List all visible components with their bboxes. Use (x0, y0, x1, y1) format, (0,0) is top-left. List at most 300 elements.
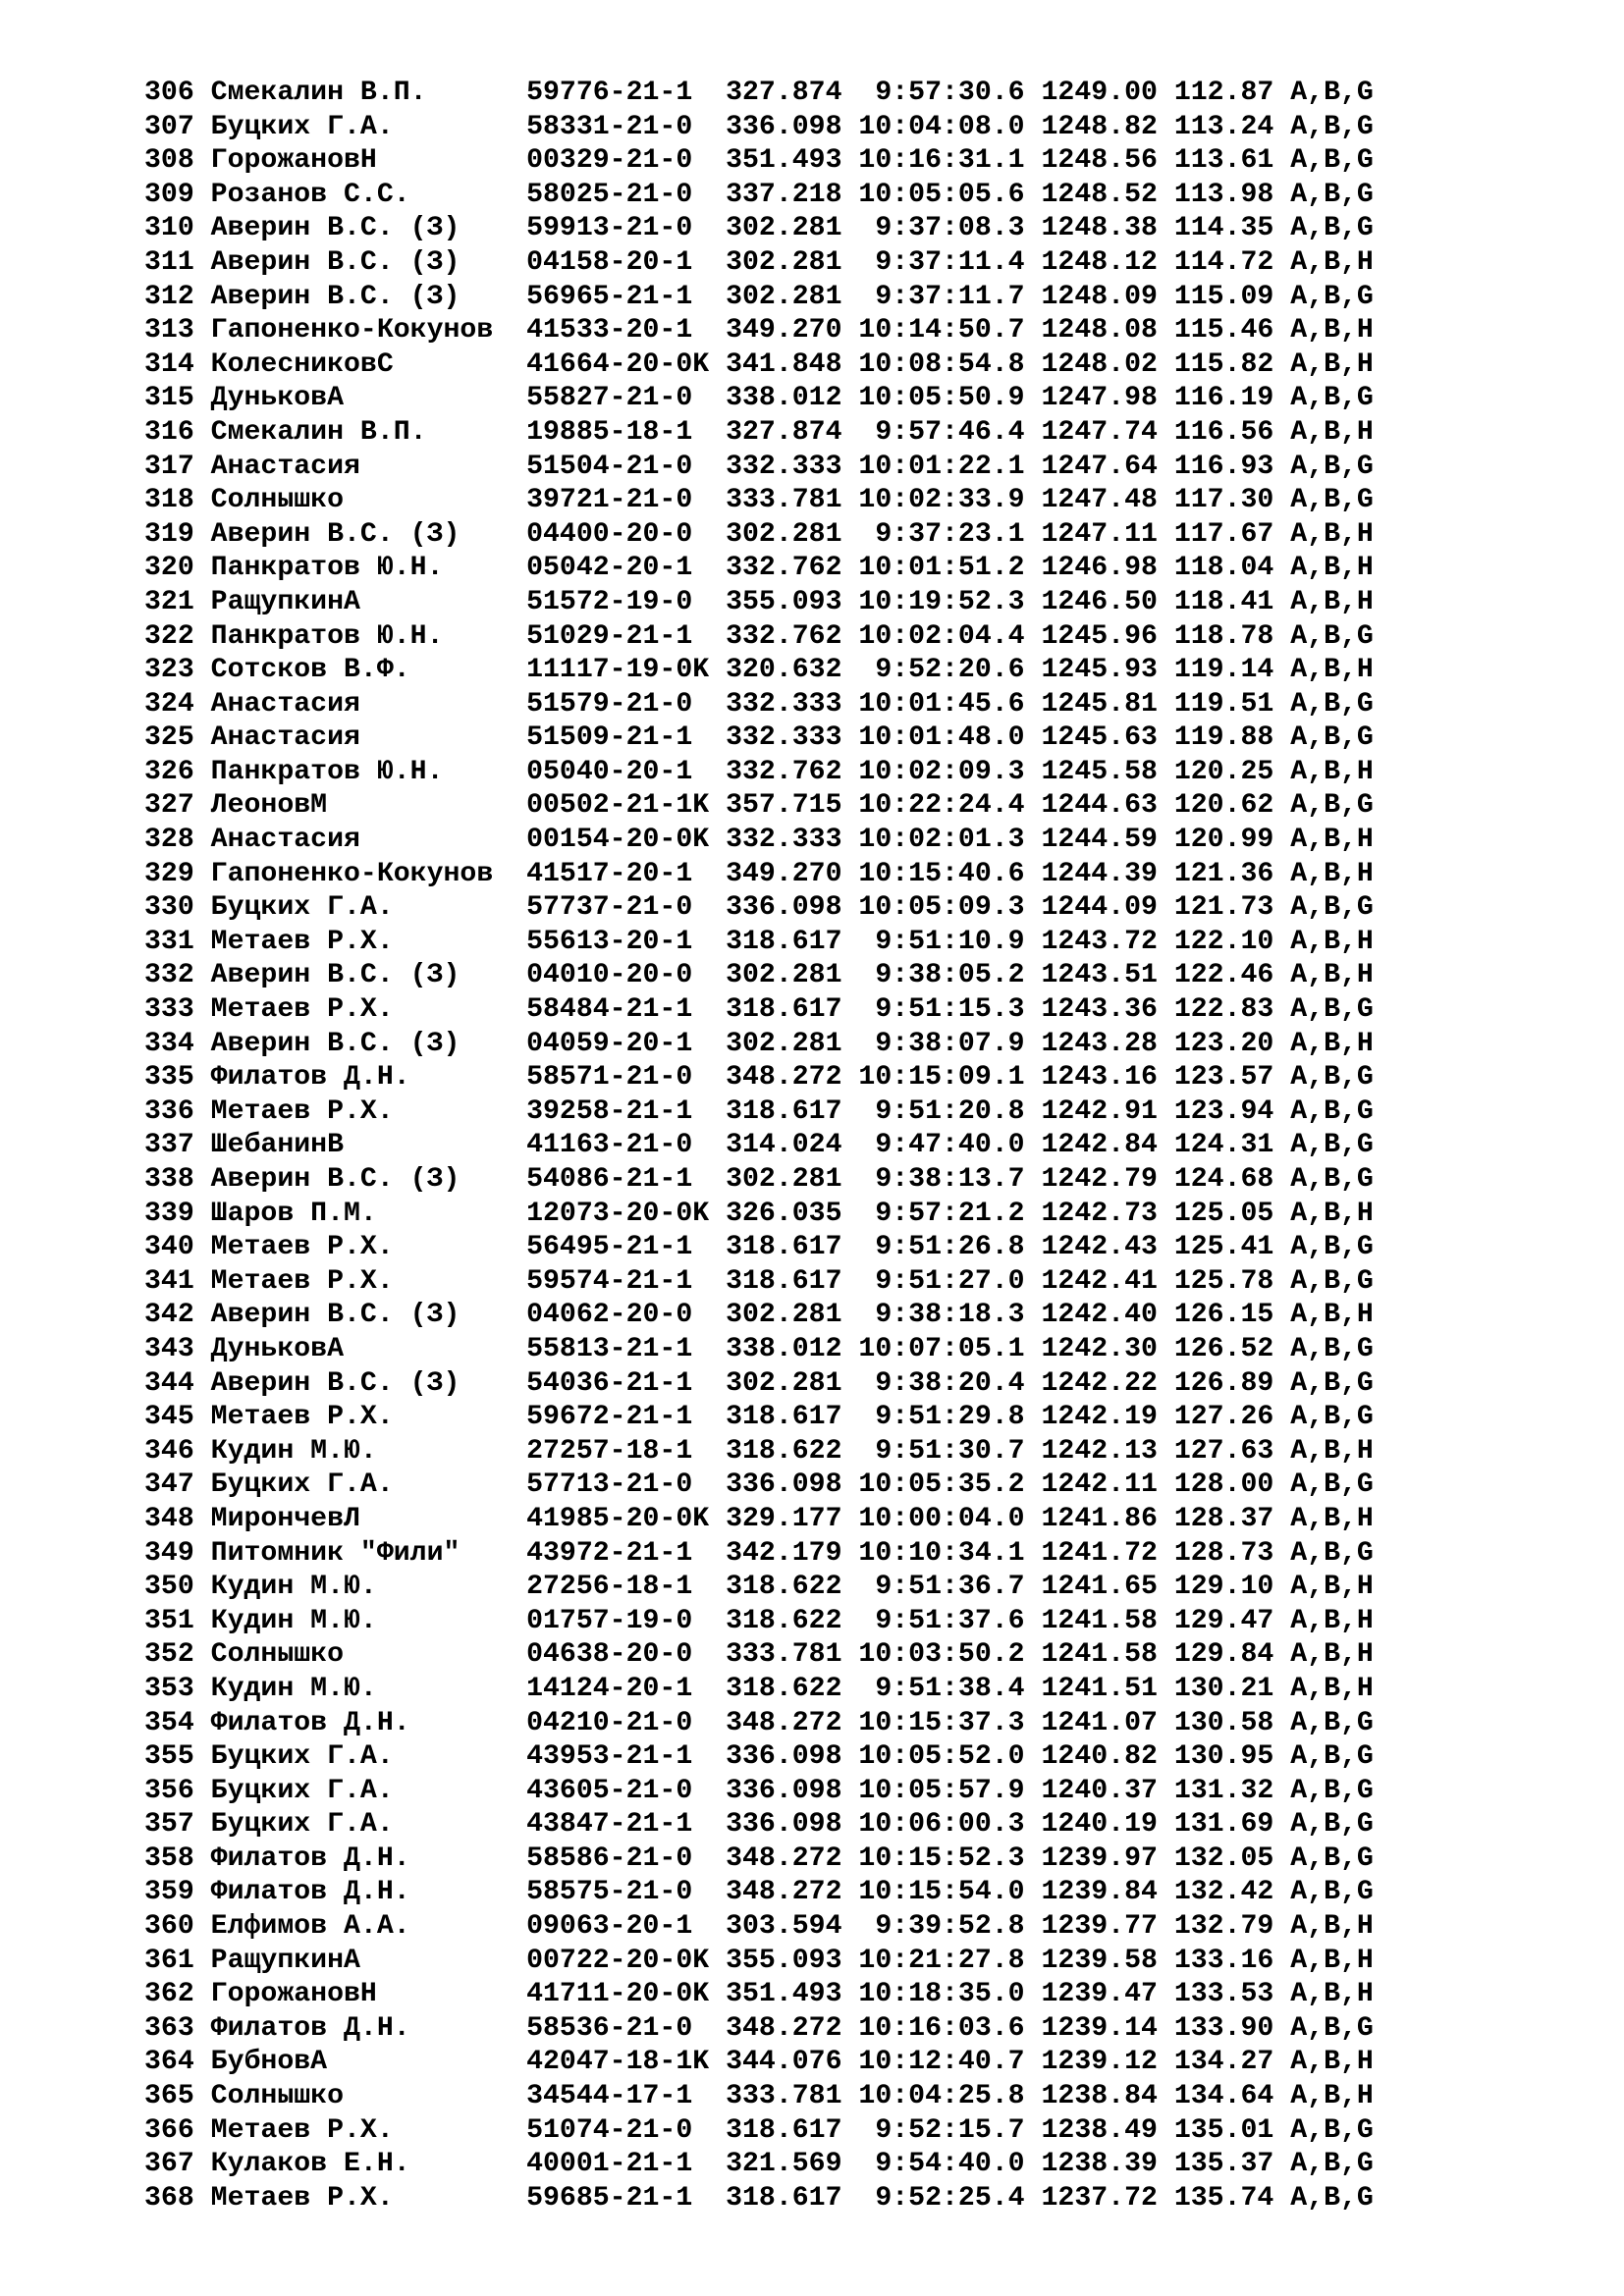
cell-distance: 348.272 (726, 1707, 842, 1738)
cell-name: ШебанинВ (210, 1130, 494, 1161)
cell-distance: 302.281 (726, 1300, 842, 1331)
cell-ring: 41517-20-1 (526, 858, 710, 889)
cell-flags: A,B,G (1290, 2182, 1374, 2214)
table-row (144, 1537, 1374, 1572)
cell-ring: 00502-21-1K (526, 790, 710, 822)
cell-coef: 126.15 (1173, 1300, 1274, 1331)
cell-ring: 57713-21-0 (526, 1469, 710, 1501)
cell-coef: 115.09 (1173, 281, 1274, 312)
cell-name: Сотсков В.Ф. (210, 655, 494, 686)
table-row (144, 416, 1374, 451)
table-row (144, 891, 1374, 926)
cell-flags: A,B,G (1290, 179, 1374, 210)
table-row (144, 959, 1374, 993)
cell-place: 325 (144, 722, 194, 754)
cell-distance: 302.281 (726, 960, 842, 991)
cell-time: 9:38:13.7 (858, 1164, 1025, 1195)
cell-place: 346 (144, 1435, 194, 1467)
cell-time: 9:51:29.8 (858, 1402, 1025, 1433)
table-row (144, 1571, 1374, 1605)
cell-time: 10:05:52.0 (858, 1741, 1025, 1773)
cell-speed: 1244.59 (1041, 825, 1158, 856)
table-row (144, 620, 1374, 655)
cell-flags: A,B,G (1290, 145, 1374, 177)
cell-distance: 355.093 (726, 1945, 842, 1976)
cell-place: 311 (144, 246, 194, 278)
cell-flags: A,B,G (1290, 485, 1374, 516)
cell-coef: 132.42 (1173, 1877, 1274, 1908)
cell-distance: 318.622 (726, 1572, 842, 1603)
cell-distance: 332.762 (726, 756, 842, 787)
cell-speed: 1245.63 (1041, 722, 1158, 754)
table-row (144, 1775, 1374, 1809)
cell-time: 9:52:15.7 (858, 2114, 1025, 2146)
cell-flags: A,B,G (1290, 994, 1374, 1026)
cell-ring: 59685-21-1 (526, 2182, 710, 2214)
table-row (144, 756, 1374, 790)
cell-name: Смекалин В.П. (210, 416, 494, 448)
cell-place: 319 (144, 518, 194, 550)
cell-ring: 41533-20-1 (526, 315, 710, 347)
cell-name: Кулаков Е.Н. (210, 2149, 494, 2180)
cell-speed: 1246.98 (1041, 553, 1158, 584)
cell-name: Буцких Г.А. (210, 1775, 494, 1806)
cell-speed: 1248.09 (1041, 281, 1158, 312)
table-row (144, 1061, 1374, 1095)
cell-place: 323 (144, 655, 194, 686)
cell-ring: 04010-20-0 (526, 960, 710, 991)
cell-ring: 43953-21-1 (526, 1741, 710, 1773)
table-row (144, 1605, 1374, 1639)
cell-distance: 318.622 (726, 1605, 842, 1636)
cell-distance: 348.272 (726, 1877, 842, 1908)
cell-place: 355 (144, 1741, 194, 1773)
cell-time: 9:39:52.8 (858, 1911, 1025, 1943)
table-row (144, 1945, 1374, 1979)
cell-flags: A,B,H (1290, 1028, 1374, 1059)
cell-speed: 1243.51 (1041, 960, 1158, 991)
table-row (144, 348, 1374, 383)
cell-speed: 1245.81 (1041, 688, 1158, 720)
cell-name: Метаев Р.Х. (210, 1265, 494, 1297)
cell-distance: 332.333 (726, 825, 842, 856)
cell-flags: A,B,G (1290, 1809, 1374, 1841)
cell-ring: 58586-21-0 (526, 1842, 710, 1874)
cell-speed: 1248.12 (1041, 246, 1158, 278)
cell-name: Гапоненко-Кокунов (210, 315, 494, 347)
cell-place: 334 (144, 1028, 194, 1059)
cell-coef: 131.69 (1173, 1809, 1274, 1841)
cell-speed: 1248.38 (1041, 213, 1158, 244)
cell-speed: 1242.11 (1041, 1469, 1158, 1501)
cell-flags: A,B,H (1290, 1605, 1374, 1636)
cell-flags: A,B,G (1290, 1741, 1374, 1773)
cell-speed: 1238.39 (1041, 2149, 1158, 2180)
cell-flags: A,B,H (1290, 553, 1374, 584)
cell-speed: 1247.98 (1041, 383, 1158, 414)
cell-flags: A,B,H (1290, 348, 1374, 380)
cell-ring: 51579-21-0 (526, 688, 710, 720)
table-row (144, 179, 1374, 213)
cell-time: 9:38:05.2 (858, 960, 1025, 991)
cell-ring: 43847-21-1 (526, 1809, 710, 1841)
cell-speed: 1239.84 (1041, 1877, 1158, 1908)
cell-ring: 05040-20-1 (526, 756, 710, 787)
cell-place: 367 (144, 2149, 194, 2180)
cell-flags: A,B,H (1290, 586, 1374, 617)
cell-name: Филатов Д.Н. (210, 1062, 494, 1094)
cell-distance: 337.218 (726, 179, 842, 210)
cell-coef: 132.05 (1173, 1842, 1274, 1874)
table-row (144, 1707, 1374, 1741)
cell-place: 337 (144, 1130, 194, 1161)
cell-flags: A,B,H (1290, 756, 1374, 787)
table-row (144, 1978, 1374, 2012)
table-row (144, 1028, 1374, 1062)
cell-name: БубновА (210, 2047, 494, 2078)
cell-speed: 1239.97 (1041, 1842, 1158, 1874)
cell-place: 320 (144, 553, 194, 584)
cell-time: 10:03:50.2 (858, 1639, 1025, 1671)
table-row (144, 688, 1374, 722)
cell-place: 358 (144, 1842, 194, 1874)
cell-flags: A,B,G (1290, 1265, 1374, 1297)
cell-time: 9:51:38.4 (858, 1673, 1025, 1704)
table-row (144, 451, 1374, 485)
cell-ring: 14124-20-1 (526, 1673, 710, 1704)
cell-flags: A,B,H (1290, 315, 1374, 347)
cell-ring: 55827-21-0 (526, 383, 710, 414)
table-row (144, 1876, 1374, 1910)
table-row (144, 721, 1374, 756)
cell-speed: 1243.72 (1041, 926, 1158, 957)
cell-ring: 56495-21-1 (526, 1232, 710, 1263)
cell-place: 335 (144, 1062, 194, 1094)
cell-name: Буцких Г.А. (210, 892, 494, 924)
cell-place: 352 (144, 1639, 194, 1671)
cell-coef: 117.67 (1173, 518, 1274, 550)
cell-speed: 1241.65 (1041, 1572, 1158, 1603)
cell-flags: A,B,G (1290, 1130, 1374, 1161)
cell-distance: 332.762 (726, 620, 842, 652)
cell-name: Панкратов Ю.Н. (210, 756, 494, 787)
table-row (144, 1842, 1374, 1877)
cell-name: Аверин В.С. (З) (210, 213, 494, 244)
cell-coef: 120.99 (1173, 825, 1274, 856)
cell-place: 368 (144, 2182, 194, 2214)
cell-place: 362 (144, 1979, 194, 2010)
cell-flags: A,B,H (1290, 858, 1374, 889)
cell-name: Шаров П.М. (210, 1198, 494, 1229)
cell-place: 366 (144, 2114, 194, 2146)
cell-coef: 120.62 (1173, 790, 1274, 822)
cell-place: 351 (144, 1605, 194, 1636)
cell-speed: 1242.73 (1041, 1198, 1158, 1229)
cell-flags: A,B,H (1290, 2081, 1374, 2112)
cell-time: 9:37:23.1 (858, 518, 1025, 550)
cell-speed: 1241.58 (1041, 1605, 1158, 1636)
cell-distance: 332.333 (726, 722, 842, 754)
cell-ring: 58536-21-0 (526, 2012, 710, 2044)
table-row (144, 1095, 1374, 1130)
cell-distance: 320.632 (726, 655, 842, 686)
cell-speed: 1245.93 (1041, 655, 1158, 686)
cell-distance: 348.272 (726, 1842, 842, 1874)
cell-distance: 302.281 (726, 518, 842, 550)
cell-name: Аверин В.С. (З) (210, 281, 494, 312)
cell-coef: 125.05 (1173, 1198, 1274, 1229)
cell-distance: 338.012 (726, 383, 842, 414)
cell-time: 10:02:04.4 (858, 620, 1025, 652)
cell-name: Кудин М.Ю. (210, 1435, 494, 1467)
cell-name: Филатов Д.Н. (210, 2012, 494, 2044)
cell-distance: 318.617 (726, 2114, 842, 2146)
cell-name: Метаев Р.Х. (210, 1402, 494, 1433)
cell-time: 10:01:22.1 (858, 451, 1025, 482)
cell-time: 10:15:09.1 (858, 1062, 1025, 1094)
cell-coef: 125.41 (1173, 1232, 1274, 1263)
cell-speed: 1242.79 (1041, 1164, 1158, 1195)
cell-coef: 121.73 (1173, 892, 1274, 924)
cell-place: 364 (144, 2047, 194, 2078)
cell-speed: 1239.77 (1041, 1911, 1158, 1943)
cell-coef: 134.64 (1173, 2081, 1274, 2112)
cell-distance: 302.281 (726, 1028, 842, 1059)
cell-flags: A,B,H (1290, 1198, 1374, 1229)
cell-flags: A,B,H (1290, 518, 1374, 550)
cell-ring: 34544-17-1 (526, 2081, 710, 2112)
cell-ring: 51509-21-1 (526, 722, 710, 754)
table-row (144, 1198, 1374, 1232)
cell-name: Аверин В.С. (З) (210, 246, 494, 278)
cell-time: 9:51:30.7 (858, 1435, 1025, 1467)
cell-time: 10:19:52.3 (858, 586, 1025, 617)
cell-ring: 43605-21-0 (526, 1775, 710, 1806)
cell-name: Филатов Д.Н. (210, 1707, 494, 1738)
cell-place: 329 (144, 858, 194, 889)
cell-place: 350 (144, 1572, 194, 1603)
cell-speed: 1242.41 (1041, 1265, 1158, 1297)
cell-name: Буцких Г.А. (210, 111, 494, 142)
cell-coef: 128.00 (1173, 1469, 1274, 1501)
cell-place: 333 (144, 994, 194, 1026)
cell-flags: A,B,G (1290, 722, 1374, 754)
cell-speed: 1241.51 (1041, 1673, 1158, 1704)
table-row (144, 1367, 1374, 1402)
cell-place: 332 (144, 960, 194, 991)
cell-time: 10:15:37.3 (858, 1707, 1025, 1738)
cell-speed: 1248.82 (1041, 111, 1158, 142)
cell-time: 10:04:08.0 (858, 111, 1025, 142)
cell-ring: 51074-21-0 (526, 2114, 710, 2146)
cell-place: 328 (144, 825, 194, 856)
table-row (144, 77, 1374, 111)
cell-flags: A,B,H (1290, 1979, 1374, 2010)
cell-ring: 55813-21-1 (526, 1333, 710, 1364)
cell-ring: 27256-18-1 (526, 1572, 710, 1603)
cell-name: ДуньковА (210, 383, 494, 414)
cell-speed: 1240.19 (1041, 1809, 1158, 1841)
cell-ring: 58331-21-0 (526, 111, 710, 142)
cell-name: Метаев Р.Х. (210, 1232, 494, 1263)
cell-coef: 121.36 (1173, 858, 1274, 889)
cell-time: 10:22:24.4 (858, 790, 1025, 822)
cell-coef: 129.10 (1173, 1572, 1274, 1603)
cell-distance: 318.617 (726, 1265, 842, 1297)
table-row (144, 858, 1374, 892)
cell-time: 10:02:09.3 (858, 756, 1025, 787)
cell-distance: 302.281 (726, 281, 842, 312)
cell-place: 357 (144, 1809, 194, 1841)
cell-distance: 336.098 (726, 1809, 842, 1841)
cell-place: 308 (144, 145, 194, 177)
cell-flags: A,B,H (1290, 926, 1374, 957)
cell-distance: 336.098 (726, 1741, 842, 1773)
cell-ring: 01757-19-0 (526, 1605, 710, 1636)
cell-distance: 327.874 (726, 78, 842, 108)
cell-flags: A,B,G (1290, 892, 1374, 924)
cell-speed: 1242.19 (1041, 1402, 1158, 1433)
cell-flags: A,B,H (1290, 960, 1374, 991)
cell-name: Филатов Д.Н. (210, 1842, 494, 1874)
cell-coef: 116.93 (1173, 451, 1274, 482)
cell-time: 10:06:00.3 (858, 1809, 1025, 1841)
cell-coef: 135.01 (1173, 2114, 1274, 2146)
cell-time: 10:15:52.3 (858, 1842, 1025, 1874)
cell-place: 359 (144, 1877, 194, 1908)
cell-name: Солнышко (210, 2081, 494, 2112)
table-row (144, 1638, 1374, 1673)
cell-speed: 1243.16 (1041, 1062, 1158, 1094)
table-row (144, 382, 1374, 416)
cell-speed: 1247.74 (1041, 416, 1158, 448)
cell-time: 9:37:08.3 (858, 213, 1025, 244)
cell-distance: 302.281 (726, 1164, 842, 1195)
cell-distance: 332.333 (726, 688, 842, 720)
cell-distance: 351.493 (726, 145, 842, 177)
cell-flags: A,B,G (1290, 78, 1374, 108)
cell-speed: 1245.96 (1041, 620, 1158, 652)
cell-speed: 1244.09 (1041, 892, 1158, 924)
cell-name: Анастасия (210, 688, 494, 720)
cell-flags: A,B,G (1290, 2149, 1374, 2180)
cell-ring: 55613-20-1 (526, 926, 710, 957)
cell-speed: 1239.47 (1041, 1979, 1158, 2010)
cell-speed: 1248.02 (1041, 348, 1158, 380)
cell-distance: 336.098 (726, 111, 842, 142)
cell-ring: 41985-20-0K (526, 1503, 710, 1534)
cell-ring: 05042-20-1 (526, 553, 710, 584)
table-row (144, 1265, 1374, 1300)
cell-ring: 59672-21-1 (526, 1402, 710, 1433)
cell-coef: 128.73 (1173, 1537, 1274, 1569)
cell-place: 322 (144, 620, 194, 652)
table-row (144, 2080, 1374, 2114)
cell-flags: A,B,G (1290, 451, 1374, 482)
cell-name: Аверин В.С. (З) (210, 960, 494, 991)
table-row (144, 1435, 1374, 1469)
cell-name: Анастасия (210, 825, 494, 856)
cell-flags: A,B,G (1290, 790, 1374, 822)
table-row (144, 552, 1374, 586)
table-row (144, 1910, 1374, 1945)
cell-place: 307 (144, 111, 194, 142)
cell-place: 340 (144, 1232, 194, 1263)
cell-coef: 134.27 (1173, 2047, 1274, 2078)
cell-time: 9:51:15.3 (858, 994, 1025, 1026)
cell-name: Аверин В.С. (З) (210, 1300, 494, 1331)
cell-name: Аверин В.С. (З) (210, 1367, 494, 1399)
cell-speed: 1243.28 (1041, 1028, 1158, 1059)
cell-distance: 314.024 (726, 1130, 842, 1161)
cell-time: 9:51:26.8 (858, 1232, 1025, 1263)
cell-place: 317 (144, 451, 194, 482)
cell-time: 9:52:20.6 (858, 655, 1025, 686)
cell-ring: 43972-21-1 (526, 1537, 710, 1569)
table-row (144, 518, 1374, 553)
cell-coef: 122.83 (1173, 994, 1274, 1026)
cell-time: 9:37:11.4 (858, 246, 1025, 278)
cell-coef: 115.82 (1173, 348, 1274, 380)
cell-ring: 39258-21-1 (526, 1095, 710, 1127)
table-row (144, 111, 1374, 145)
cell-distance: 336.098 (726, 892, 842, 924)
cell-name: Гапоненко-Кокунов (210, 858, 494, 889)
cell-flags: A,B,H (1290, 1503, 1374, 1534)
cell-flags: A,B,G (1290, 688, 1374, 720)
table-row (144, 2148, 1374, 2182)
cell-ring: 51029-21-1 (526, 620, 710, 652)
cell-speed: 1242.13 (1041, 1435, 1158, 1467)
cell-distance: 342.179 (726, 1537, 842, 1569)
table-row (144, 2114, 1374, 2149)
cell-ring: 19885-18-1 (526, 416, 710, 448)
cell-coef: 115.46 (1173, 315, 1274, 347)
cell-time: 10:01:45.6 (858, 688, 1025, 720)
cell-distance: 318.622 (726, 1673, 842, 1704)
cell-name: Аверин В.С. (З) (210, 518, 494, 550)
cell-place: 310 (144, 213, 194, 244)
cell-speed: 1243.36 (1041, 994, 1158, 1026)
cell-flags: A,B,G (1290, 2012, 1374, 2044)
cell-distance: 351.493 (726, 1979, 842, 2010)
cell-coef: 135.37 (1173, 2149, 1274, 2180)
cell-speed: 1248.52 (1041, 179, 1158, 210)
cell-flags: A,B,G (1290, 383, 1374, 414)
cell-coef: 118.04 (1173, 553, 1274, 584)
cell-place: 361 (144, 1945, 194, 1976)
cell-flags: A,B,G (1290, 1367, 1374, 1399)
cell-time: 9:52:25.4 (858, 2182, 1025, 2214)
cell-time: 10:02:01.3 (858, 825, 1025, 856)
cell-speed: 1240.82 (1041, 1741, 1158, 1773)
cell-ring: 11117-19-0K (526, 655, 710, 686)
cell-flags: A,B,G (1290, 111, 1374, 142)
cell-distance: 355.093 (726, 586, 842, 617)
cell-place: 331 (144, 926, 194, 957)
cell-coef: 124.31 (1173, 1130, 1274, 1161)
cell-name: МирончевЛ (210, 1503, 494, 1534)
cell-speed: 1242.30 (1041, 1333, 1158, 1364)
table-row (144, 484, 1374, 518)
cell-place: 338 (144, 1164, 194, 1195)
cell-flags: A,B,G (1290, 1232, 1374, 1263)
cell-flags: A,B,G (1290, 281, 1374, 312)
table-row (144, 1299, 1374, 1333)
table-row (144, 1129, 1374, 1163)
cell-place: 342 (144, 1300, 194, 1331)
cell-coef: 118.78 (1173, 620, 1274, 652)
